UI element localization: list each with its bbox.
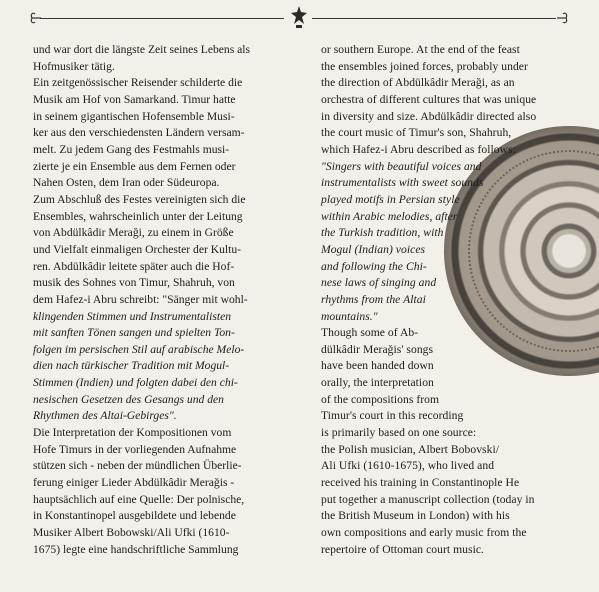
text-line: the ensembles joined forces, probably under <box>321 59 528 73</box>
quote-line: played motifs in Persian style <box>321 192 460 206</box>
flourish-right-icon <box>556 11 570 25</box>
text-line: in diversity and size. Abdülkâdir directed also <box>321 109 537 123</box>
text-line: the Polish musician, Albert Bobovski/ <box>321 442 500 456</box>
text-line: Hofmusiker tätig. <box>33 59 115 73</box>
text-line: dem Hafez-i Abru schreibt: "Sänger mit wohl- <box>33 292 248 306</box>
text-line: received his training in Constantinople He <box>321 476 520 490</box>
quote-line: the Turkish tradition, with <box>321 226 444 240</box>
text-line: ren. Abdülkâdir leitete später auch die Hof- <box>33 259 235 273</box>
text-line: the British Museum in London) with his <box>321 509 510 523</box>
quote-line: Rhythmen des Altai-Gebirges". <box>33 409 177 423</box>
text-line: Nahen Osten, dem Iran oder Südeuropa. <box>33 176 220 190</box>
quote-line: "Singers with beautiful voices and <box>321 159 482 173</box>
text-line: von Abdülkâdir Meraği, zu einem in Größe <box>33 226 234 240</box>
text-line: which Hafez-i Abru described as follows: <box>321 142 516 156</box>
flourish-left-icon <box>28 11 42 25</box>
text-line: Musik am Hof von Samarkand. Timur hatte <box>33 92 236 106</box>
quote-line: Stimmen (Indien) und folgten dabei den chi- <box>33 376 238 390</box>
text-line: Though some of Ab- <box>321 326 419 340</box>
text-line: melt. Zu jedem Gang des Festmahls musi- <box>33 142 230 156</box>
quote-line: mountains." <box>321 309 378 323</box>
text-line: have been handed down <box>321 359 434 373</box>
text-line: orally, the interpretation <box>321 376 434 390</box>
text-line: dülkâdir Meraǧis' songs <box>321 342 434 356</box>
header-rule-right <box>312 18 556 19</box>
text-line: Die Interpretation der Kompositionen vom <box>33 426 232 440</box>
text-line: Hofe Timurs in der vorliegenden Aufnahme <box>33 442 237 456</box>
quote-line: klingenden Stimmen und Instrumentalisten <box>33 309 232 323</box>
quote-line: Mogul (Indian) voices <box>321 242 426 256</box>
quote-line: within Arabic melodies, after <box>321 209 458 223</box>
text-line: ferung einiger Lieder Abdülkâdir Meraǧis - <box>33 476 235 490</box>
text-line: own compositions and early music from the <box>321 526 527 540</box>
text-line: or southern Europe. At the end of the feast <box>321 43 520 56</box>
quote-line: instrumentalists with sweet sounds <box>321 176 484 190</box>
text-line: Musiker Albert Bobowski/Ali Ufki (1610- <box>33 526 230 540</box>
text-line: the court music of Timur's son, Shahruh, <box>321 126 512 140</box>
text-line: is primarily based on one source: <box>321 426 477 440</box>
text-line: in seinem gigantischen Hofensemble Musi- <box>33 109 235 123</box>
text-line: Ensembles, wahrscheinlich unter der Leitung <box>33 209 243 223</box>
english-text-column <box>321 42 571 558</box>
text-line: hauptsächlich auf eine Quelle: Der polnische, <box>33 492 245 506</box>
text-line: Ali Ufki (1610-1675), who lived and <box>321 459 495 473</box>
text-line: in Konstantinopel ausgebildete und lebende <box>33 509 236 523</box>
text-line: put together a manuscript collection (today in <box>321 492 535 506</box>
text-line: ker aus den verschiedensten Ländern versam- <box>33 126 245 140</box>
text-line: und Vielfalt einmaligen Orchester der Kultu- <box>33 242 242 256</box>
quote-line: folgen im persischen Stil auf arabische Melo- <box>33 342 245 356</box>
quote-line: dien nach türkischer Tradition mit Mogul- <box>33 359 230 373</box>
quote-line: mit sanften Tönen sangen und spielten Ton- <box>33 326 235 340</box>
text-line: Ein zeitgenössischer Reisender schilderte die <box>33 76 243 90</box>
text-line: Timur's court in this recording <box>321 409 464 423</box>
quote-line: and following the Chi- <box>321 259 427 273</box>
emblem-icon <box>287 4 311 30</box>
quote-line: nese laws of singing and <box>321 276 437 290</box>
text-line: zierte je ein Ensemble aus dem Fernen oder <box>33 159 236 173</box>
quote-line: rhythms from the Altai <box>321 292 426 306</box>
text-line: orchestra of different cultures that was unique <box>321 92 537 106</box>
text-line: 1675) legte eine handschriftliche Sammlung <box>33 542 239 556</box>
german-text-column <box>33 42 295 558</box>
text-line: musik des Sohnes von Timur, Shahruh, von <box>33 276 235 290</box>
quote-line: nesischen Gesetzen des Gesangs und den <box>33 392 224 406</box>
text-line: repertoire of Ottoman court music. <box>321 542 484 556</box>
text-line: stützen sich - neben der mündlichen Überlie- <box>33 459 242 473</box>
text-line: und war dort die längste Zeit seines Lebens als <box>33 43 250 56</box>
text-line: the direction of Abdülkâdir Meraği, as an <box>321 76 515 90</box>
header-rule-left <box>40 18 284 19</box>
text-line: Zum Abschluß des Festes vereinigten sich die <box>33 192 246 206</box>
text-line: of the compositions from <box>321 392 440 406</box>
